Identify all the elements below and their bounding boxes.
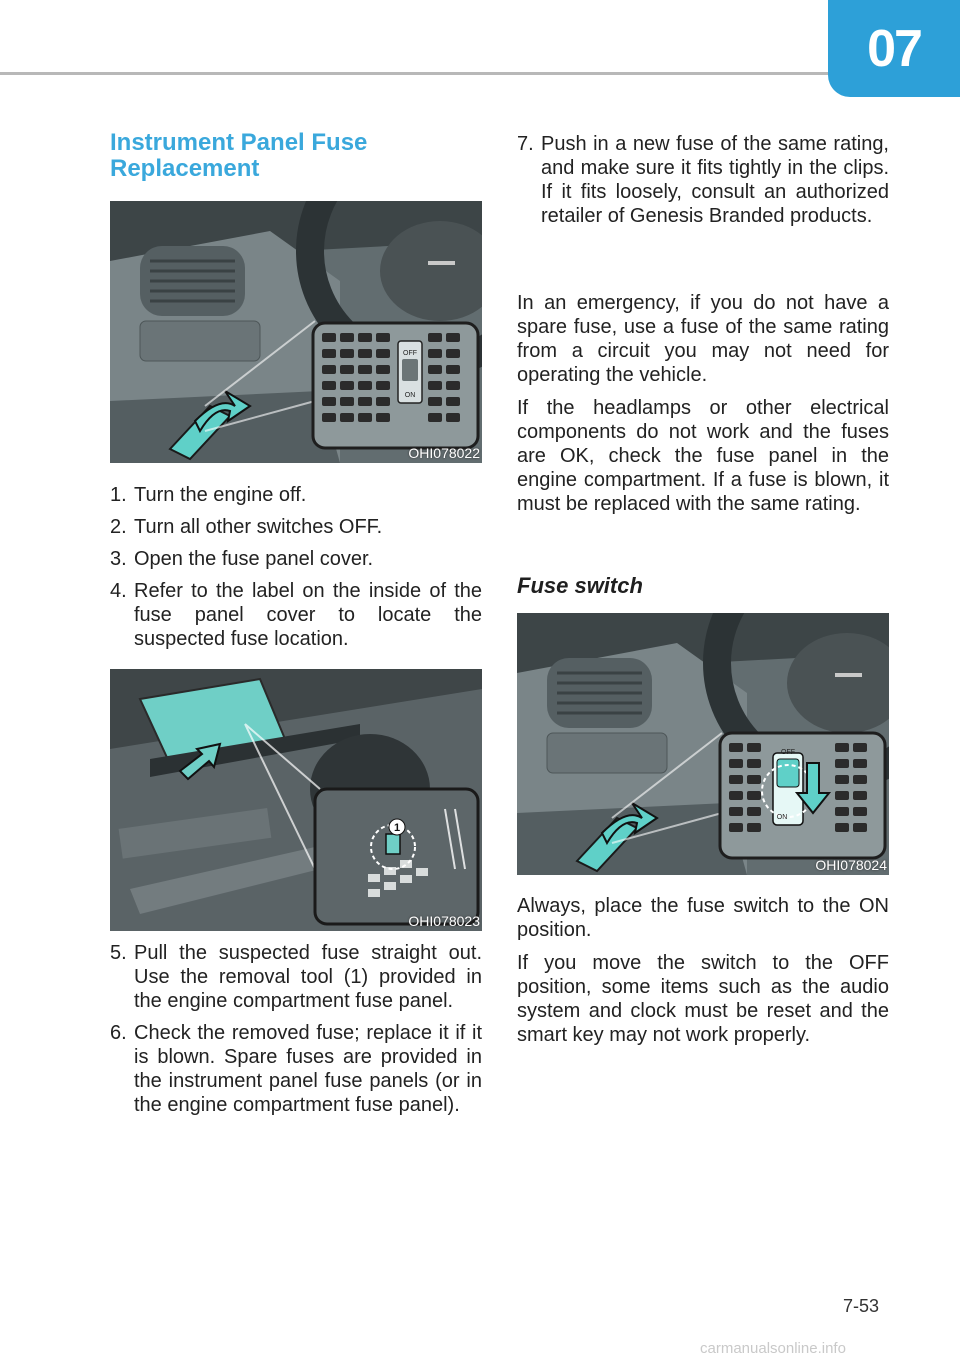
step-item: 7. Push in a new fuse of the same rating, and make sure it fits tightly in the clips. If it fits loosely, consult an authorized retailer of Genesis Branded products. [517,133,889,227]
fuse-switch-on-label: ON [776,814,788,821]
figure-engine-fuse-box [110,669,482,931]
engine-bay-illustration [110,669,482,931]
paragraph-emergency: In an emergency, if you do not have a spare fuse, use a fuse of the same rating from a circuit you may not need for operating the vehicle. [517,292,889,386]
step-item: 3. Open the fuse panel cover. [110,548,374,570]
figure-code: OHI078023 [408,913,480,929]
steps-list-2 [110,941,482,1125]
step-item: 6. Check the removed fuse; replace it if it is blown. Spare fuses are provided in the instrument panel fuse panels (or in the engine compartment fuse panel). [110,1022,482,1116]
figure-fuse-switch [517,613,889,875]
fuse-switch-off-label: OFF [403,350,417,357]
figure-code: OHI078024 [815,857,887,873]
paragraph-always-on: Always, place the fuse switch to the ON position. [517,895,889,941]
section-title: Instrument Panel Fuse Replacement [110,129,368,182]
step-item: 2. Turn all other switches OFF. [110,516,383,538]
steps-list-1 [110,483,482,659]
paragraph-headlamps: If the headlamps or other electrical components do not work and the fuses are OK, check the fuse panel in the engine compartment. If a fuse is blown, it must be replaced with the same rating. [517,397,889,515]
steps-list-3 [517,132,889,236]
fuse-switch-on-label: ON [404,392,416,399]
step-item: 1. Turn the engine off. [110,484,307,506]
watermark: carmanualsonline.info [700,1340,846,1357]
chapter-tab: 07 [828,0,960,97]
removal-tool-callout: 1 [393,822,401,834]
figure-code: OHI078022 [408,445,480,461]
step-item: 4. Refer to the label on the inside of the fuse panel cover to locate the suspected fuse location. [110,580,482,650]
fuse-switch-off-label: OFF [781,749,795,756]
dashboard-illustration [110,201,482,463]
paragraph-off-note: If you move the switch to the OFF position, some items such as the audio system and clock must be reset and the smart key may not work properly. [517,952,889,1046]
step-item: 5. Pull the suspected fuse straight out. Use the removal tool (1) provided in the engine compartment fuse panel. [110,942,482,1012]
subheading-fuse-switch: Fuse switch [517,573,643,598]
header-rule [0,72,828,75]
page-number: 7-53 [843,1296,880,1316]
figure-dashboard-fuse-panel [110,201,482,463]
fuse-switch-illustration [517,613,889,875]
